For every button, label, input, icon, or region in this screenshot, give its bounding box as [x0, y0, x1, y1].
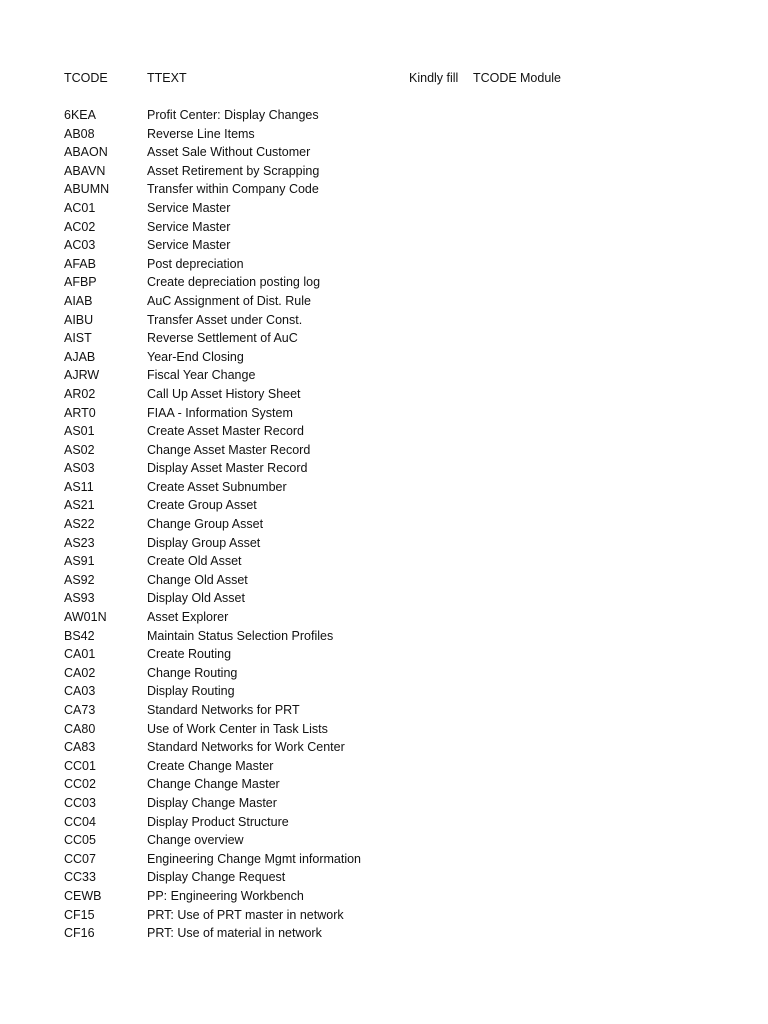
- table-row: [0, 794, 768, 813]
- row-ttext: Reverse Line Items: [147, 126, 255, 141]
- header-module: Module: [520, 71, 561, 85]
- row-ttext: PP: Engineering Workbench: [147, 888, 304, 903]
- row-ttext: Display Routing: [147, 684, 235, 699]
- row-ttext: Asset Explorer: [147, 610, 229, 625]
- row-tcode: 6KEA: [64, 108, 96, 122]
- table-row: [0, 478, 768, 497]
- row-tcode: AS02: [64, 442, 95, 457]
- table-row: [0, 850, 768, 869]
- table-row: [0, 571, 768, 590]
- row-tcode: AS93: [64, 591, 95, 606]
- row-ttext: Reverse Settlement of AuC: [147, 331, 298, 346]
- row-tcode: CA02: [64, 665, 96, 680]
- row-tcode: AIST: [64, 331, 92, 346]
- table-row: [0, 366, 768, 385]
- row-ttext: Year-End Closing: [147, 349, 244, 364]
- row-tcode: AJAB: [64, 349, 96, 364]
- row-ttext: Change Old Asset: [147, 572, 248, 587]
- row-tcode: AJRW: [64, 368, 100, 383]
- row-ttext: Service Master: [147, 219, 231, 234]
- row-ttext: PRT: Use of PRT master in network: [147, 907, 344, 922]
- table-row: [0, 924, 768, 943]
- table-row: [0, 404, 768, 423]
- row-tcode: CC03: [64, 795, 96, 810]
- table-row: [0, 106, 768, 125]
- row-ttext: Standard Networks for PRT: [147, 703, 300, 717]
- row-ttext: Change Routing: [147, 665, 238, 680]
- table-row: [0, 180, 768, 199]
- table-row: [0, 162, 768, 181]
- row-ttext: Change Change Master: [147, 777, 280, 792]
- row-tcode: BS42: [64, 628, 95, 643]
- row-tcode: AS92: [64, 572, 95, 587]
- table-row: [0, 552, 768, 571]
- table-row: [0, 645, 768, 664]
- table-row: [0, 218, 768, 237]
- row-tcode: CA83: [64, 740, 96, 755]
- row-ttext: Use of Work Center in Task Lists: [147, 721, 328, 736]
- header-kindly-fill: Kindly fill: [409, 71, 459, 85]
- table-row: [0, 255, 768, 274]
- row-tcode: AS91: [64, 554, 95, 569]
- table-row: [0, 311, 768, 330]
- row-tcode: AIAB: [64, 293, 93, 308]
- row-tcode: AS22: [64, 517, 95, 532]
- table-row: [0, 273, 768, 292]
- table-row: [0, 887, 768, 906]
- row-tcode: ART0: [64, 405, 96, 420]
- header-ttext: TTEXT: [147, 71, 187, 85]
- row-tcode: CA01: [64, 647, 96, 662]
- row-ttext: Maintain Status Selection Profiles: [147, 628, 334, 643]
- row-ttext: Fiscal Year Change: [147, 368, 256, 383]
- table-row: [0, 236, 768, 255]
- table-row: [0, 292, 768, 311]
- row-ttext: FIAA - Information System: [147, 405, 293, 420]
- table-row: [0, 701, 768, 720]
- table-row: [0, 906, 768, 925]
- row-ttext: Display Group Asset: [147, 535, 261, 550]
- row-ttext: Display Old Asset: [147, 591, 245, 606]
- table-row: [0, 738, 768, 757]
- row-ttext: PRT: Use of material in network: [147, 926, 322, 941]
- table-row: [0, 868, 768, 887]
- row-ttext: Profit Center: Display Changes: [147, 108, 319, 122]
- row-tcode: AS11: [64, 479, 94, 494]
- row-ttext: Display Asset Master Record: [147, 461, 308, 476]
- row-tcode: ABAVN: [64, 163, 106, 178]
- row-ttext: Display Change Master: [147, 795, 277, 810]
- table-row: [0, 608, 768, 627]
- table-row: [0, 589, 768, 608]
- row-tcode: AS03: [64, 461, 95, 476]
- row-tcode: CC01: [64, 758, 96, 773]
- row-ttext: Service Master: [147, 200, 231, 215]
- row-ttext: Create depreciation posting log: [147, 275, 321, 290]
- row-tcode: CC04: [64, 814, 96, 829]
- row-tcode: AC03: [64, 238, 96, 253]
- row-ttext: Service Master: [147, 238, 231, 253]
- row-tcode: AFAB: [64, 256, 96, 271]
- row-tcode: AB08: [64, 126, 95, 141]
- row-ttext: Create Old Asset: [147, 554, 242, 569]
- row-ttext: Post depreciation: [147, 256, 244, 271]
- header-tcode: TCODE: [64, 71, 108, 85]
- table-row: [0, 775, 768, 794]
- row-tcode: AR02: [64, 386, 96, 401]
- table-row: [0, 720, 768, 739]
- row-tcode: AS01: [64, 424, 95, 439]
- table-row: [0, 385, 768, 404]
- row-tcode: AS23: [64, 535, 95, 550]
- table-row: [0, 496, 768, 515]
- row-ttext: Engineering Change Mgmt information: [147, 851, 362, 866]
- row-ttext: Create Asset Master Record: [147, 424, 305, 439]
- row-tcode: CC33: [64, 870, 96, 885]
- row-ttext: Create Asset Subnumber: [147, 479, 287, 494]
- row-tcode: CA73: [64, 703, 96, 717]
- row-ttext: Call Up Asset History Sheet: [147, 386, 301, 401]
- table-row: [0, 441, 768, 460]
- row-ttext: Transfer within Company Code: [147, 182, 319, 197]
- table-row: [0, 757, 768, 776]
- row-ttext: Change Group Asset: [147, 517, 264, 532]
- table-row: [0, 664, 768, 683]
- row-tcode: CF16: [64, 926, 95, 941]
- table-row: [0, 422, 768, 441]
- row-tcode: ABAON: [64, 145, 108, 160]
- row-tcode: ABUMN: [64, 182, 110, 197]
- row-tcode: CC07: [64, 851, 96, 866]
- table-row: [0, 459, 768, 478]
- row-ttext: Display Product Structure: [147, 814, 289, 829]
- row-ttext: Create Routing: [147, 647, 232, 662]
- row-tcode: AIBU: [64, 312, 94, 327]
- row-ttext: Asset Sale Without Customer: [147, 145, 311, 160]
- table-header: [0, 69, 768, 87]
- row-tcode: CEWB: [64, 888, 102, 903]
- row-tcode: AS21: [64, 498, 95, 513]
- row-tcode: AFBP: [64, 275, 97, 290]
- table-row: [0, 199, 768, 218]
- table-row: [0, 682, 768, 701]
- table-row: [0, 125, 768, 144]
- row-ttext: Standard Networks for Work Center: [147, 740, 345, 755]
- row-ttext: Change overview: [147, 833, 244, 848]
- row-ttext: Display Change Request: [147, 870, 286, 885]
- row-ttext: AuC Assignment of Dist. Rule: [147, 293, 311, 308]
- row-tcode: CC05: [64, 833, 96, 848]
- table-body: [0, 106, 768, 943]
- row-ttext: Transfer Asset under Const.: [147, 312, 303, 327]
- row-ttext: Create Group Asset: [147, 498, 257, 513]
- row-tcode: CC02: [64, 777, 96, 792]
- table-row: [0, 348, 768, 367]
- row-tcode: AW01N: [64, 610, 107, 625]
- table-row: [0, 329, 768, 348]
- table-row: [0, 831, 768, 850]
- row-ttext: Asset Retirement by Scrapping: [147, 163, 320, 178]
- row-tcode: CA03: [64, 684, 96, 699]
- row-ttext: Create Change Master: [147, 758, 274, 773]
- header-tcode-fill: TCODE: [473, 71, 517, 85]
- table-row: [0, 143, 768, 162]
- table-row: [0, 515, 768, 534]
- row-ttext: Change Asset Master Record: [147, 442, 311, 457]
- row-tcode: AC01: [64, 200, 96, 215]
- row-tcode: CA80: [64, 721, 96, 736]
- row-tcode: AC02: [64, 219, 96, 234]
- table-row: [0, 534, 768, 553]
- table-row: [0, 813, 768, 832]
- row-tcode: CF15: [64, 907, 95, 922]
- table-row: [0, 627, 768, 646]
